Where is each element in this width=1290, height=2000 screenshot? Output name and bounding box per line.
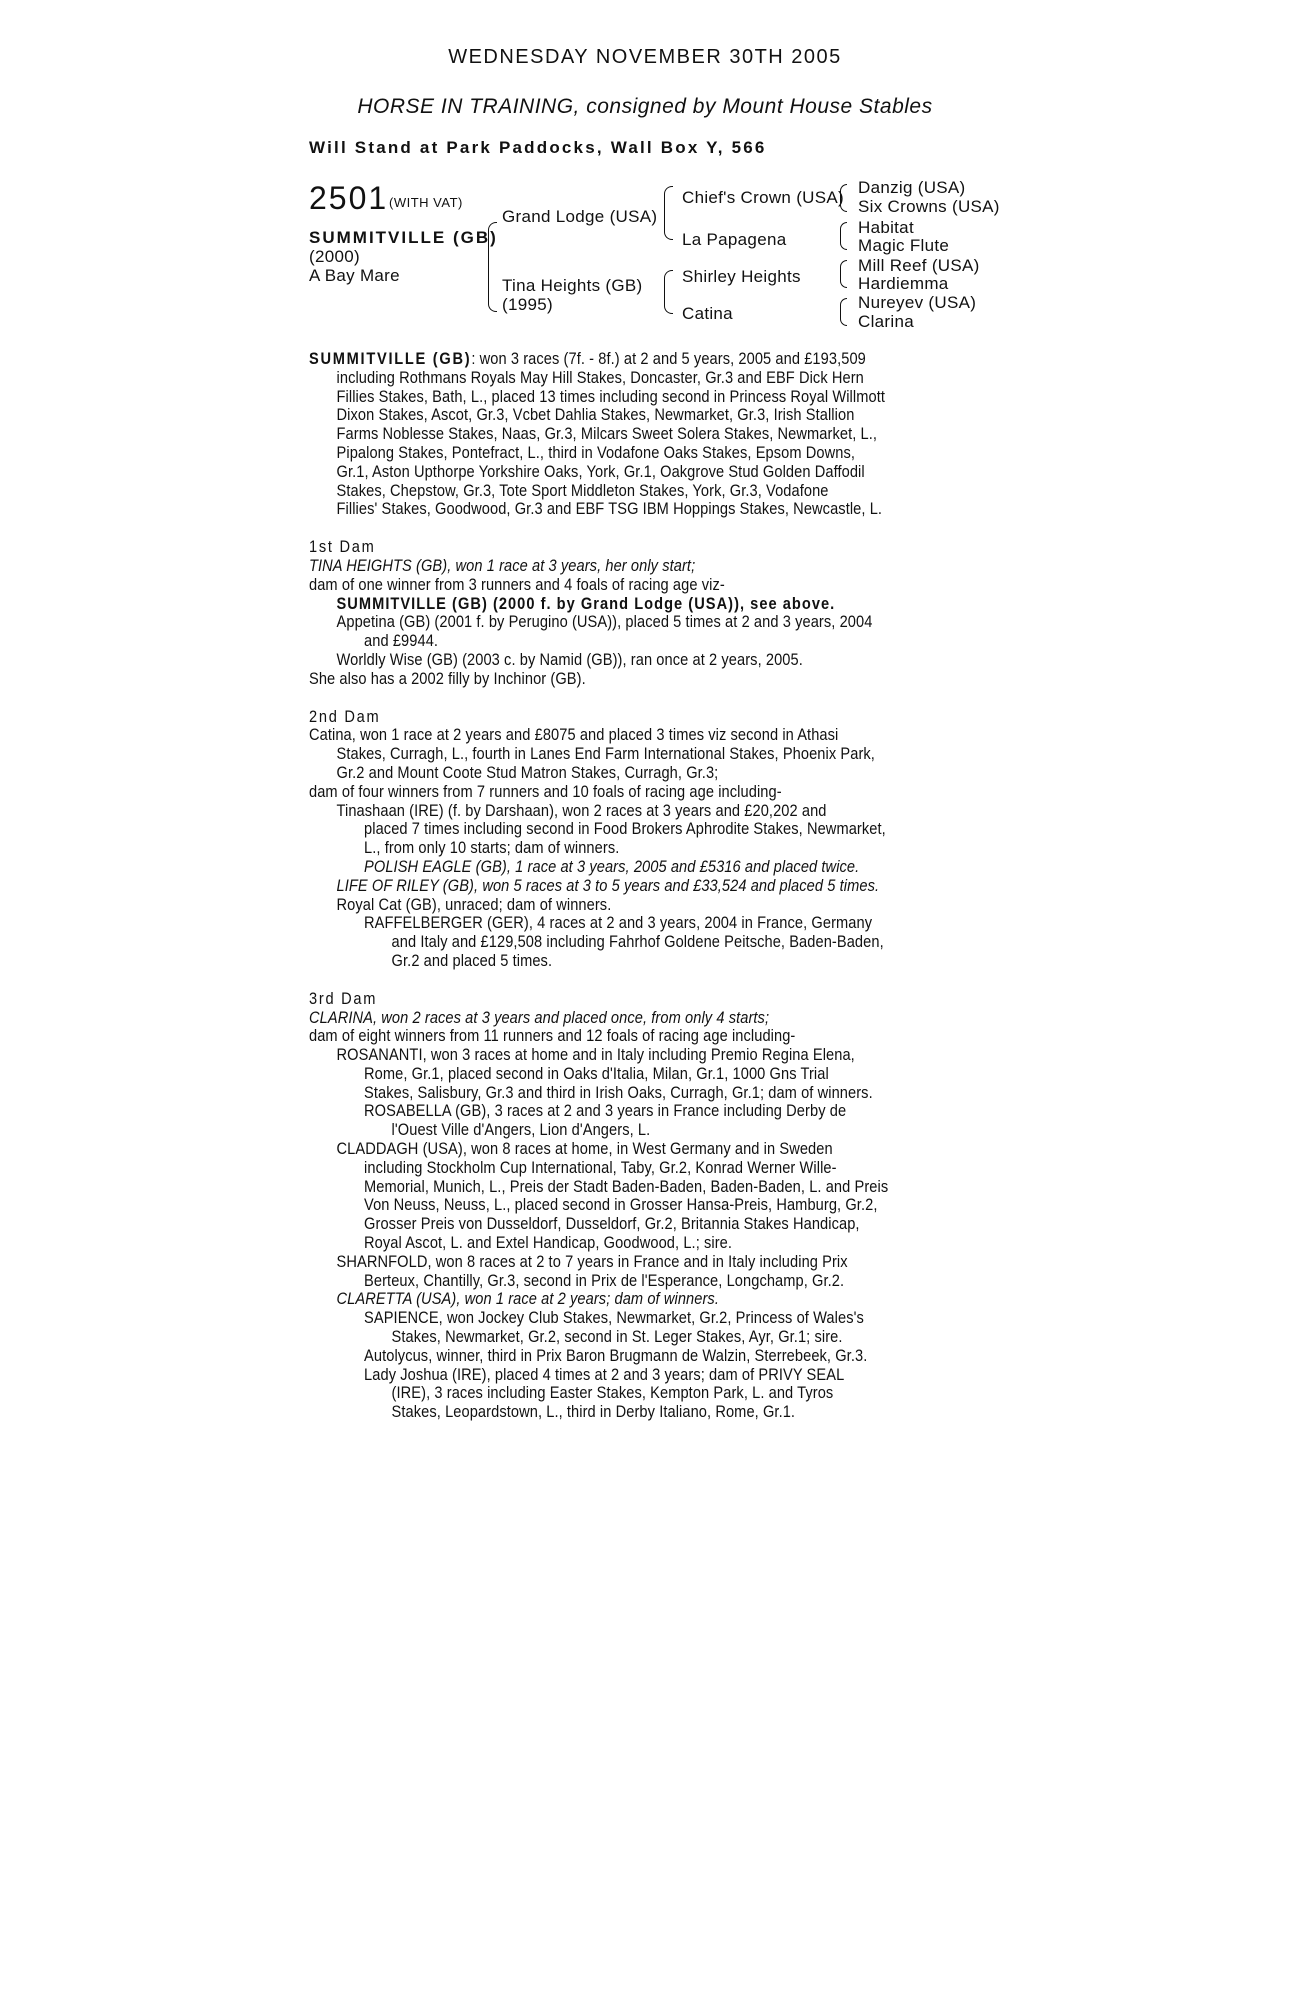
dam-line: Berteux, Chantilly, Gr.3, second in Prix de l'Esperance, Longchamp, Gr.2. <box>364 1270 845 1290</box>
summary-paragraph <box>309 350 1289 519</box>
dam-line: placed 7 times including second in Food Brokers Aphrodite Stakes, Newmarket, <box>364 819 886 839</box>
dam-line: including Stockholm Cup International, Taby, Gr.2, Konrad Werner Wille- <box>364 1157 837 1177</box>
pedigree-dsd: Hardiemma <box>858 274 949 293</box>
consignment-line: HORSE IN TRAINING, consigned by Mount House Stables <box>357 95 933 118</box>
dam-line: Royal Cat (GB), unraced; dam of winners. <box>336 894 612 914</box>
dam-line: POLISH EAGLE (GB), 1 race at 3 years, 2005 and £5316 and placed twice. <box>364 856 860 876</box>
pedigree-sire-dam: La Papagena <box>682 230 787 249</box>
lot-vat-note: (WITH VAT) <box>389 195 463 210</box>
pedigree-dam-sire: Shirley Heights <box>682 267 801 286</box>
summary-line: Pipalong Stakes, Pontefract, L., third in Vodafone Oaks Stakes, Epsom Downs, <box>336 442 856 462</box>
pedigree-brace-g3-3 <box>840 260 847 288</box>
sale-date: WEDNESDAY NOVEMBER 30TH 2005 <box>448 46 842 68</box>
dam-line: Stakes, Leopardstown, L., third in Derby Italiano, Rome, Gr.1. <box>391 1402 796 1422</box>
dam-line: dam of one winner from 3 runners and 4 foals of racing age viz- <box>309 574 725 594</box>
dam-line: Gr.2 and placed 5 times. <box>391 950 553 970</box>
dam-line: LIFE OF RILEY (GB), won 5 races at 3 to 5 years and £33,524 and placed 5 times. <box>336 875 880 895</box>
summary-line: : won 3 races (7f. - 8f.) at 2 and 5 years, 2005 and £193,509 <box>471 349 866 368</box>
dam-line: L., from only 10 starts; dam of winners. <box>364 838 620 858</box>
lot-description: A Bay Mare <box>309 266 400 285</box>
pedigree-sire: Grand Lodge (USA) <box>502 207 658 226</box>
dam-line: and £9944. <box>364 631 439 651</box>
pedigree-brace-dam-line <box>664 270 673 314</box>
dam-line: dam of four winners from 7 runners and 10 foals of racing age including- <box>309 781 782 801</box>
summary-line: Gr.1, Aston Upthorpe Yorkshire Oaks, York, Gr.1, Oakgrove Stud Golden Daffodil <box>336 461 865 481</box>
dam-line: She also has a 2002 filly by Inchinor (GB). <box>309 668 586 688</box>
pedigree-dds: Nureyev (USA) <box>858 293 977 312</box>
third-dam-heading: 3rd Dam <box>309 988 378 1008</box>
dam-line: Von Neuss, Neuss, L., placed second in Grosser Hansa-Preis, Hamburg, Gr.2, <box>364 1195 878 1215</box>
dam-line: l'Ouest Ville d'Angers, Lion d'Angers, L. <box>391 1120 651 1140</box>
pedigree-dss: Mill Reef (USA) <box>858 256 980 275</box>
dam-line: SAPIENCE, won Jockey Club Stakes, Newmarket, Gr.2, Princess of Wales's <box>364 1308 864 1328</box>
dam-line: Stakes, Salisbury, Gr.3 and third in Irish Oaks, Curragh, Gr.1; dam of winners. <box>364 1082 873 1102</box>
pedigree-ssd: Six Crowns (USA) <box>858 197 1000 216</box>
first-dam-heading: 1st Dam <box>309 537 376 557</box>
pedigree-brace-g3-4 <box>840 298 847 326</box>
third-dam-section <box>309 990 1289 1422</box>
lot-foal-year: (2000) <box>309 247 360 266</box>
second-dam-section <box>309 708 1289 971</box>
pedigree-sds: Habitat <box>858 218 914 237</box>
pedigree-dam: Tina Heights (GB) <box>502 276 643 295</box>
pedigree-brace-gen1 <box>488 222 497 312</box>
dam-line: Gr.2 and Mount Coote Stud Matron Stakes, Curragh, Gr.3; <box>336 762 719 782</box>
dam-line: SHARNFOLD, won 8 races at 2 to 7 years in France and in Italy including Prix <box>336 1251 848 1271</box>
pedigree-dam-year: (1995) <box>502 295 553 314</box>
pedigree-brace-sire-line <box>664 186 673 240</box>
dam-line: CLARINA, won 2 races at 3 years and placed once, from only 4 starts; <box>309 1007 770 1027</box>
pedigree-sdd: Magic Flute <box>858 236 950 255</box>
summary-line: Fillies' Stakes, Goodwood, Gr.3 and EBF TSG IBM Hoppings Stakes, Newcastle, L. <box>336 499 883 519</box>
dam-line: RAFFELBERGER (GER), 4 races at 2 and 3 years, 2004 in France, Germany <box>364 913 873 933</box>
dam-line: CLARETTA (USA), won 1 race at 2 years; dam of winners. <box>336 1289 719 1309</box>
dam-line: TINA HEIGHTS (GB), won 1 race at 3 years, her only start; <box>309 555 696 575</box>
dam-line: Appetina (GB) (2001 f. by Perugino (USA)), placed 5 times at 2 and 3 years, 2004 <box>336 612 873 632</box>
stand-location: Will Stand at Park Paddocks, Wall Box Y, 566 <box>309 138 767 157</box>
dam-line: ROSANANTI, won 3 races at home and in Italy including Premio Regina Elena, <box>336 1045 855 1065</box>
dam-line: Worldly Wise (GB) (2003 c. by Namid (GB)), ran once at 2 years, 2005. <box>336 649 803 669</box>
second-dam-heading: 2nd Dam <box>309 706 381 726</box>
pedigree-sss: Danzig (USA) <box>858 178 966 197</box>
pedigree-dam-dam: Catina <box>682 304 733 323</box>
lot-number: 2501 <box>309 180 389 216</box>
pedigree-sire-sire: Chief's Crown (USA) <box>682 188 844 207</box>
pedigree-ddd: Clarina <box>858 312 914 331</box>
summary-line: Stakes, Chepstow, Gr.3, Tote Sport Middleton Stakes, York, Gr.3, Vodafone <box>336 480 829 500</box>
dam-line: SUMMITVILLE (GB) (2000 f. by Grand Lodge (USA)), see above. <box>336 593 836 613</box>
dam-line: Autolycus, winner, third in Prix Baron Brugmann de Walzin, Sterrebeek, Gr.3. <box>364 1345 868 1365</box>
dam-line: Grosser Preis von Dusseldorf, Dusseldorf, Gr.2, Britannia Stakes Handicap, <box>364 1214 860 1234</box>
dam-line: Lady Joshua (IRE), placed 4 times at 2 and 3 years; dam of PRIVY SEAL <box>364 1364 845 1384</box>
dam-line: Royal Ascot, L. and Extel Handicap, Goodwood, L.; sire. <box>364 1233 733 1253</box>
dam-line: and Italy and £129,508 including Fahrhof Goldene Peitsche, Baden-Baden, <box>391 932 884 952</box>
dam-line: Catina, won 1 race at 2 years and £8075 and placed 3 times viz second in Athasi <box>309 725 839 745</box>
summary-horse-name: SUMMITVILLE (GB) <box>309 349 472 368</box>
dam-line: Stakes, Curragh, L., fourth in Lanes End Farm International Stakes, Phoenix Park, <box>336 744 875 764</box>
dam-line: Stakes, Newmarket, Gr.2, second in St. Leger Stakes, Ayr, Gr.1; sire. <box>391 1327 843 1347</box>
summary-line: including Rothmans Royals May Hill Stakes, Doncaster, Gr.3 and EBF Dick Hern <box>336 367 864 387</box>
summary-line: Dixon Stakes, Ascot, Gr.3, Vcbet Dahlia Stakes, Newmarket, Gr.3, Irish Stallion <box>336 405 855 425</box>
summary-line: Farms Noblesse Stakes, Naas, Gr.3, Milcars Sweet Solera Stakes, Newmarket, L., <box>336 424 878 444</box>
dam-line: Memorial, Munich, L., Preis der Stadt Baden-Baden, Baden-Baden, L. and Preis <box>364 1176 889 1196</box>
catalogue-body <box>309 350 1289 1422</box>
lot-horse-name: SUMMITVILLE (GB) <box>309 228 498 247</box>
dam-line: Tinashaan (IRE) (f. by Darshaan), won 2 races at 3 years and £20,202 and <box>336 800 827 820</box>
dam-line: Rome, Gr.1, placed second in Oaks d'Italia, Milan, Gr.1, 1000 Gns Trial <box>364 1063 829 1083</box>
dam-line: dam of eight winners from 11 runners and 12 foals of racing age including- <box>309 1026 796 1046</box>
pedigree-brace-g3-1 <box>840 184 847 212</box>
dam-line: CLADDAGH (USA), won 8 races at home, in West Germany and in Sweden <box>336 1139 833 1159</box>
dam-line: ROSABELLA (GB), 3 races at 2 and 3 years in France including Derby de <box>364 1101 847 1121</box>
dam-line: (IRE), 3 races including Easter Stakes, Kempton Park, L. and Tyros <box>391 1383 834 1403</box>
first-dam-section <box>309 538 1289 688</box>
pedigree-brace-g3-2 <box>840 222 847 250</box>
summary-line: Fillies Stakes, Bath, L., placed 13 times including second in Princess Royal Willmott <box>336 386 886 406</box>
